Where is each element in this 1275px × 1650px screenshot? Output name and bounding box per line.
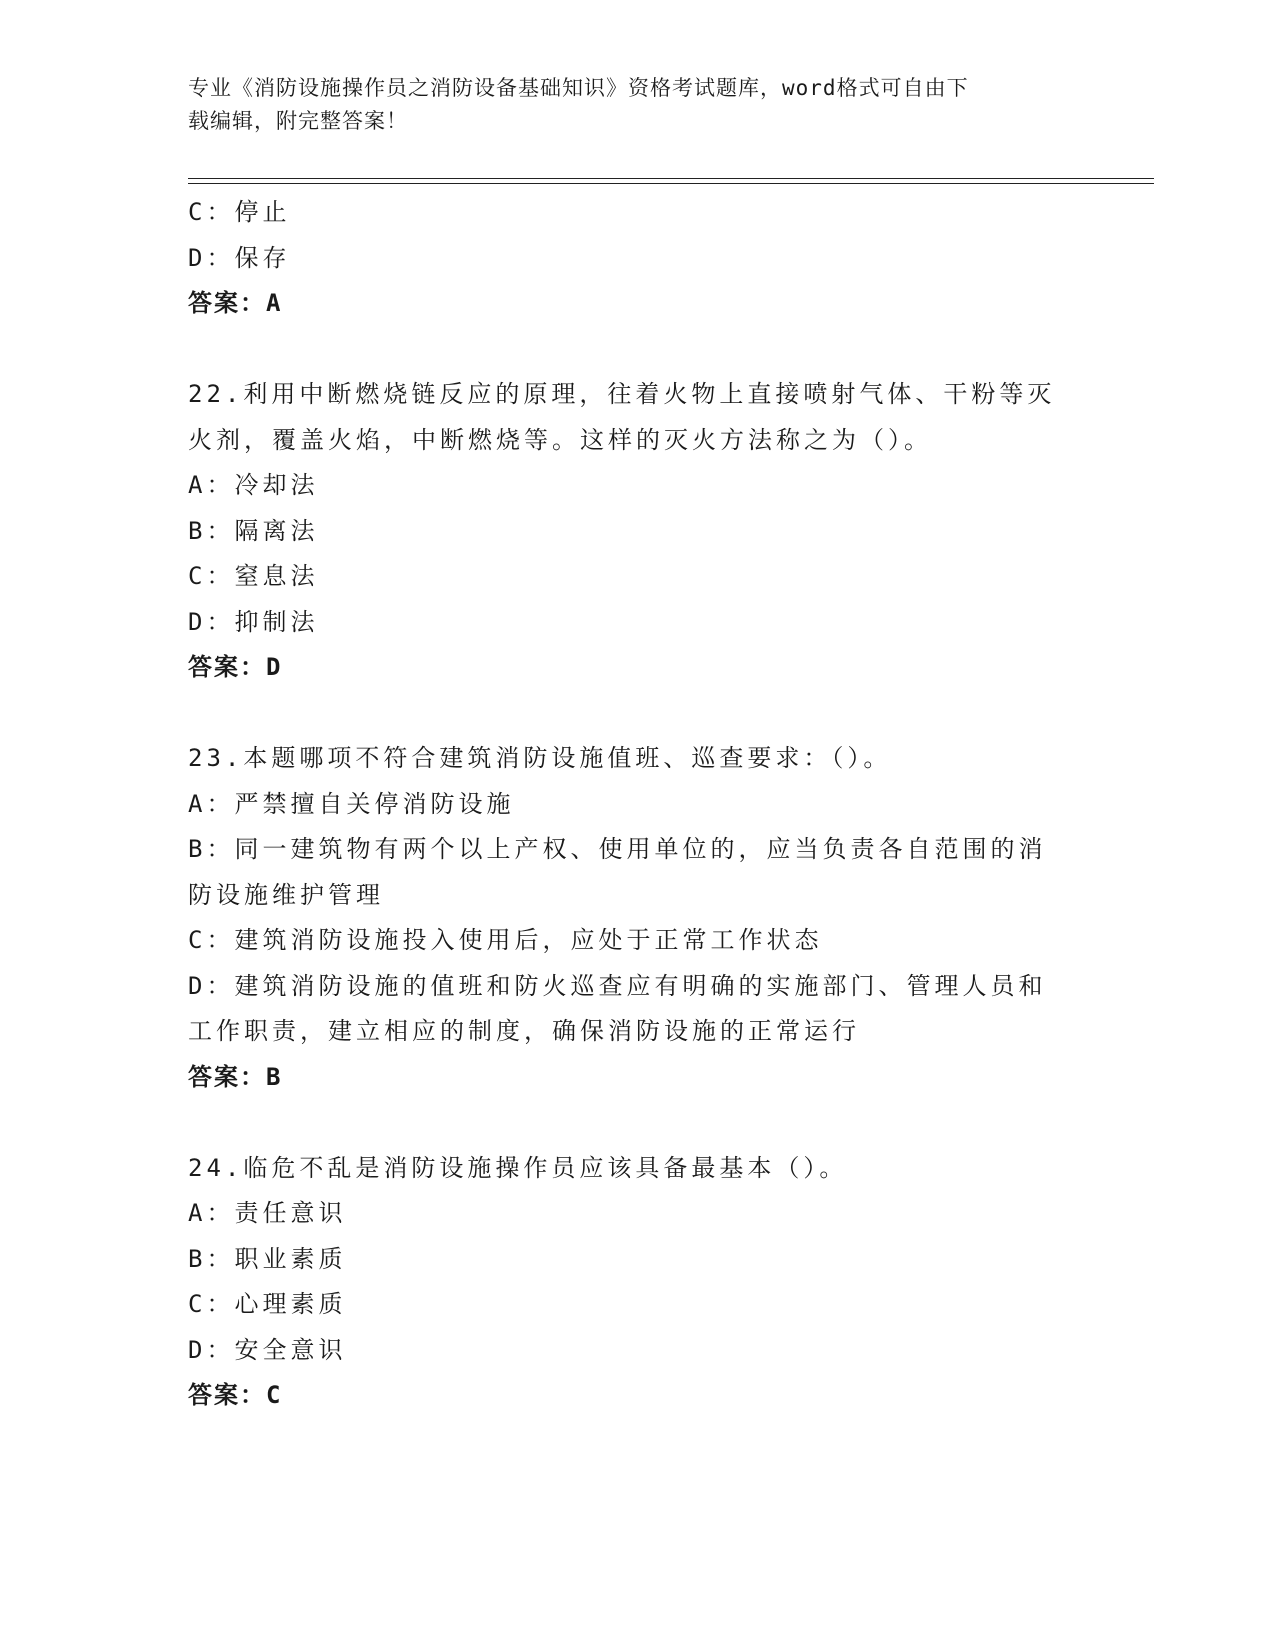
option-d: D：安全意识 [188, 1335, 347, 1364]
question-21-tail [188, 190, 1088, 327]
spacer [188, 691, 1088, 737]
option-c: C：心理素质 [188, 1290, 347, 1318]
question-24 [188, 1146, 1088, 1419]
option-d: D：抑制法 [188, 607, 319, 636]
answer: 答案：B [188, 1062, 283, 1091]
option-b: B：同一建筑物有两个以上产权、使用单位的，应当负责各自范围的消 [188, 835, 1047, 863]
header-divider-bottom [188, 183, 1154, 184]
option-c: C：窒息法 [188, 562, 319, 590]
question-23 [188, 736, 1088, 1100]
spacer [188, 1100, 1088, 1146]
answer: 答案：A [188, 289, 283, 317]
header-line-1: 专业《消防设施操作员之消防设备基础知识》资格考试题库，word格式可自由下 [188, 76, 969, 100]
spacer [188, 327, 1088, 373]
question-22 [188, 372, 1088, 691]
option-b: B：隔离法 [188, 516, 319, 545]
option-d: D：保存 [188, 243, 291, 272]
document-header [188, 72, 1068, 138]
option-b: B：职业素质 [188, 1244, 347, 1273]
question-stem-continued: 火剂，覆盖火焰，中断燃烧等。这样的灭火方法称之为（）。 [188, 425, 932, 454]
option-d: D：建筑消防设施的值班和防火巡查应有明确的实施部门、管理人员和 [188, 971, 1047, 1000]
answer: 答案：C [188, 1381, 283, 1409]
question-list [188, 190, 1088, 1419]
option-a: A：严禁擅自关停消防设施 [188, 789, 515, 818]
header-line-2: 载编辑，附完整答案！ [188, 109, 408, 133]
option-c: C：停止 [188, 198, 291, 226]
header-divider-top [188, 178, 1154, 179]
answer: 答案：D [188, 653, 283, 681]
option-b-continued: 防设施维护管理 [188, 880, 384, 909]
option-a: A：责任意识 [188, 1199, 347, 1227]
option-c: C：建筑消防设施投入使用后，应处于正常工作状态 [188, 926, 823, 954]
option-d-continued: 工作职责，建立相应的制度，确保消防设施的正常运行 [188, 1017, 860, 1045]
question-stem: 23.本题哪项不符合建筑消防设施值班、巡查要求：（）。 [188, 744, 892, 772]
question-stem: 22.利用中断燃烧链反应的原理，往着火物上直接喷射气体、干粉等灭 [188, 380, 1056, 408]
option-a: A：冷却法 [188, 471, 319, 499]
question-stem: 24.临危不乱是消防设施操作员应该具备最基本（）。 [188, 1153, 848, 1182]
